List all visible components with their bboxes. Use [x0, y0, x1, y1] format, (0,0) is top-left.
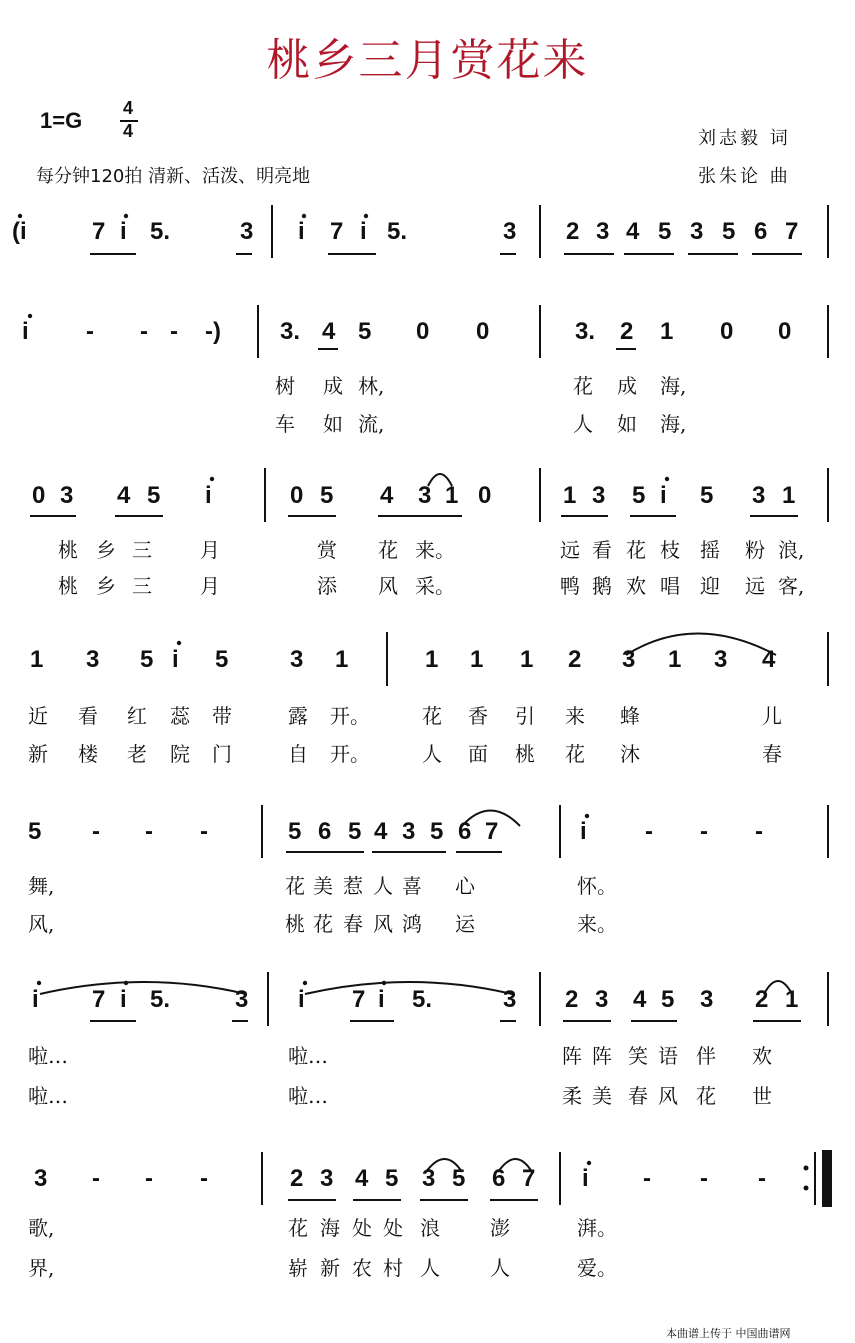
score-note: 5 [722, 218, 736, 245]
score-note: 0 [720, 318, 734, 345]
lyric-syllable: 树 [275, 374, 295, 398]
score-note: 3 [714, 646, 728, 673]
lyric-syllable: 楼 [78, 742, 98, 766]
composer: 张朱论 曲 [698, 166, 791, 187]
score-note: 3 [752, 482, 766, 509]
score-note: 7 [330, 218, 344, 245]
footer-credit: 本曲谱上传于 中国曲谱网 [666, 1327, 791, 1340]
score-note: 1 [30, 646, 44, 673]
lyric-syllable: 花 [565, 742, 585, 766]
lyric-syllable: 惹 [343, 874, 363, 898]
score-note: 3 [690, 218, 704, 245]
lyric-syllable: 迎 [700, 574, 720, 598]
lyric-syllable: 自 [288, 742, 308, 766]
lyric-syllable: 老 [127, 742, 147, 766]
score-note: 5 [452, 1165, 466, 1192]
score-note: 3 [34, 1165, 48, 1192]
lyric-syllable: 海, [660, 374, 687, 398]
slurs [40, 474, 792, 1172]
score-note: i [298, 218, 305, 245]
lyric-syllable: 乡 [96, 538, 116, 562]
lyric-syllable: 客, [778, 574, 805, 598]
lyric-syllable: 月 [200, 538, 220, 562]
lyric-syllable: 浪 [420, 1216, 440, 1240]
lyric-syllable: 如 [617, 412, 637, 436]
lyric-syllable: 开。 [330, 742, 370, 766]
lyric-syllable: 成 [617, 374, 637, 398]
score-note: - [140, 318, 148, 345]
lyric-syllable: 语 [658, 1044, 678, 1068]
score-note: 1 [335, 646, 349, 673]
final-barline [804, 1150, 833, 1207]
score-note: 3 [503, 218, 517, 245]
lyric-syllable: 鸿 [402, 912, 422, 936]
lyric-syllable: 心 [455, 874, 475, 898]
score-note: 5 [658, 218, 672, 245]
score-note: 5. [387, 218, 408, 245]
lyric-syllable: 月 [200, 574, 220, 598]
score-note: 2 [565, 986, 579, 1013]
lyric-syllable: 林, [358, 374, 385, 398]
lyric-syllable: 美 [313, 874, 333, 898]
lyric-syllable: 采。 [415, 574, 455, 598]
score-note: 5 [288, 818, 302, 845]
lyric-syllable: 粉 [745, 538, 765, 562]
score-note: 6 [754, 218, 768, 245]
score-note: 7 [92, 986, 106, 1013]
score-note: 1 [425, 646, 439, 673]
score-note: 4 [322, 318, 336, 345]
score-note: 2 [568, 646, 582, 673]
score-note: - [758, 1165, 766, 1192]
score-note: - [755, 818, 763, 845]
lyric-syllable: 怀。 [577, 874, 617, 898]
lyric-syllable: 歌, [28, 1216, 55, 1240]
lyric-syllable: 人 [420, 1256, 440, 1280]
score-note: i [120, 986, 127, 1013]
lyric-syllable: 桃 [58, 574, 78, 598]
score-note: 3 [402, 818, 416, 845]
lyric-syllable: 啦… [288, 1044, 328, 1068]
lyric-syllable: 世 [752, 1084, 772, 1108]
lyric-syllable: 界, [28, 1256, 55, 1280]
score-note: 7 [352, 986, 366, 1013]
score-note: 3. [280, 318, 301, 345]
lyric-syllable: 崭 [288, 1256, 308, 1280]
score-note: - [92, 1165, 100, 1192]
score-note: - [145, 818, 153, 845]
octave-dots [18, 214, 672, 1165]
beams [30, 254, 805, 1200]
score-note: -) [205, 318, 221, 345]
lyric-syllable: 鹅 [592, 574, 612, 598]
score-note: i [580, 818, 587, 845]
score-note: 0 [778, 318, 792, 345]
lyric-syllable: 农 [352, 1256, 372, 1280]
score-note: 5. [150, 218, 171, 245]
score-note: 3 [596, 218, 610, 245]
score-note: 0 [476, 318, 490, 345]
lyric-syllable: 舞, [28, 874, 55, 898]
score-note: 5 [320, 482, 334, 509]
lyric-syllable: 车 [275, 412, 295, 436]
score-note: 3 [235, 986, 249, 1013]
score-note: 5 [215, 646, 229, 673]
lyric-syllable: 柔 [562, 1084, 582, 1108]
score-note: 0 [290, 482, 304, 509]
score-note: - [643, 1165, 651, 1192]
lyric-syllable: 欢 [626, 574, 646, 598]
lyric-syllable: 面 [468, 742, 488, 766]
score-note: i [298, 986, 305, 1013]
time-signature-bottom: 4 [122, 121, 133, 141]
score-note: - [700, 1165, 708, 1192]
score-note: 7 [785, 218, 799, 245]
score-note: 1 [445, 482, 459, 509]
time-signature-top: 4 [122, 98, 133, 118]
score-note: 2 [620, 318, 634, 345]
score-note: i [32, 986, 39, 1013]
lyric-syllable: 花 [285, 874, 305, 898]
lyric-syllable: 院 [170, 742, 190, 766]
score-note: 5. [150, 986, 171, 1013]
lyric-syllable: 人 [373, 874, 393, 898]
score-note: 4 [762, 646, 776, 673]
lyric-syllable: 三 [132, 574, 152, 598]
score-note: 4 [380, 482, 394, 509]
lyric-syllable: 近 [28, 704, 48, 728]
lyric-syllable: 海, [660, 412, 687, 436]
lyric-syllable: 花 [288, 1216, 308, 1240]
lyric-syllable: 欢 [752, 1044, 772, 1068]
score-note: i [360, 218, 367, 245]
lyric-syllable: 开。 [330, 704, 370, 728]
lyric-syllable: 处 [383, 1216, 403, 1240]
lyric-syllable: 村 [383, 1256, 403, 1280]
lyric-syllable: 远 [745, 574, 765, 598]
lyric-syllable: 添 [317, 574, 337, 598]
lyric-syllable: 人 [422, 742, 442, 766]
song-title: 桃乡三月赏花来 [266, 35, 589, 86]
lyric-syllable: 美 [592, 1084, 612, 1108]
score-note: 3. [575, 318, 596, 345]
lyric-syllable: 赏 [317, 538, 337, 562]
lyric-syllable: 春 [762, 742, 782, 766]
lyric-syllable: 春 [343, 912, 363, 936]
score-note: 5 [385, 1165, 399, 1192]
lyric-syllable: 春 [628, 1084, 648, 1108]
score-note: 5 [358, 318, 372, 345]
lyric-syllable: 人 [573, 412, 593, 436]
score-note: - [645, 818, 653, 845]
score-note: - [92, 818, 100, 845]
score-note: 3 [86, 646, 100, 673]
lyric-syllable: 花 [378, 538, 398, 562]
score-note: - [700, 818, 708, 845]
score-note: 3 [60, 482, 74, 509]
lyric-syllable: 桃 [515, 742, 535, 766]
lyric-syllable: 露 [288, 704, 308, 728]
score-note: 2 [755, 986, 769, 1013]
lyric-syllable: 来。 [415, 538, 455, 562]
score-note: 1 [563, 482, 577, 509]
lyric-syllable: 蜂 [620, 704, 640, 728]
tempo-mood: 每分钟120拍 清新、活泼、明亮地 [36, 166, 311, 187]
lyric-syllable: 笑 [628, 1044, 648, 1068]
score-note: 5 [700, 482, 714, 509]
lyric-syllable: 枝 [660, 538, 680, 562]
score-note: i [22, 318, 29, 345]
score-note: 2 [290, 1165, 304, 1192]
lyric-syllable: 花 [573, 374, 593, 398]
score-note: - [200, 1165, 208, 1192]
score-note: 3 [503, 986, 517, 1013]
lyric-syllable: 唱 [660, 574, 680, 598]
score-note: 3 [700, 986, 714, 1013]
score-note: 7 [485, 818, 499, 845]
lyric-syllable: 来 [565, 704, 585, 728]
lyric-syllable: 红 [127, 704, 147, 728]
lyric-syllable: 如 [323, 412, 343, 436]
score-note: 6 [492, 1165, 506, 1192]
score-note: 3 [320, 1165, 334, 1192]
score-note: 5 [28, 818, 42, 845]
score-note: 5 [140, 646, 154, 673]
barlines [258, 205, 828, 1205]
lyric-syllable: 处 [352, 1216, 372, 1240]
lyric-syllable: 来。 [577, 912, 617, 936]
lyric-syllable: 成 [323, 374, 343, 398]
lyric-syllable: 门 [212, 742, 232, 766]
score-note: 3 [622, 646, 636, 673]
score-note: 4 [633, 986, 647, 1013]
score-note: 4 [626, 218, 640, 245]
lyric-syllable: 澎 [490, 1216, 510, 1240]
lyric-syllable: 乡 [96, 574, 116, 598]
lyric-syllable: 新 [320, 1256, 340, 1280]
score-note: 5 [348, 818, 362, 845]
lyric-syllable: 花 [422, 704, 442, 728]
score-note: i [120, 218, 127, 245]
lyric-syllable: 风 [373, 912, 393, 936]
score-note: 7 [92, 218, 106, 245]
lyricist: 刘志毅 词 [698, 128, 791, 149]
lyric-syllable: 阵 [562, 1044, 582, 1068]
lyric-syllable: 看 [78, 704, 98, 728]
lyric-syllable: 鸭 [560, 574, 580, 598]
score-note: 5 [430, 818, 444, 845]
score-note: 4 [355, 1165, 369, 1192]
lyric-syllable: 远 [560, 538, 580, 562]
score-note: i [378, 986, 385, 1013]
score-note: 7 [522, 1165, 536, 1192]
lyric-syllable: 摇 [700, 538, 720, 562]
lyric-syllable: 桃 [285, 912, 305, 936]
lyric-syllable: 花 [626, 538, 646, 562]
score-note: 3 [418, 482, 432, 509]
lyric-syllable: 香 [468, 704, 488, 728]
lyric-syllable: 三 [132, 538, 152, 562]
lyric-syllable: 运 [455, 912, 475, 936]
score-note: 1 [470, 646, 484, 673]
score-note: 5 [147, 482, 161, 509]
score-note: 4 [374, 818, 388, 845]
score-note: - [86, 318, 94, 345]
lyric-syllable: 伴 [696, 1044, 716, 1068]
score-note: 1 [785, 986, 799, 1013]
score-note: (i [12, 218, 27, 245]
score-note: 1 [668, 646, 682, 673]
lyric-syllable: 儿 [762, 704, 782, 728]
lyric-syllable: 风 [658, 1084, 678, 1108]
lyric-syllable: 桃 [58, 538, 78, 562]
lyric-syllable: 花 [696, 1084, 716, 1108]
score-note: 4 [117, 482, 131, 509]
score-note: 3 [422, 1165, 436, 1192]
lyric-syllable: 新 [28, 742, 48, 766]
lyric-syllable: 带 [212, 704, 232, 728]
score-note: - [200, 818, 208, 845]
lyric-syllable: 爱。 [577, 1256, 617, 1280]
score-note: 3 [290, 646, 304, 673]
lyric-syllable: 阵 [592, 1044, 612, 1068]
lyric-syllable: 啦… [28, 1044, 68, 1068]
lyric-syllable: 啦… [28, 1084, 68, 1108]
score-note: 3 [592, 482, 606, 509]
lyric-syllable: 蕊 [170, 704, 190, 728]
score-note: 0 [416, 318, 430, 345]
score-note: i [582, 1165, 589, 1192]
score-note: 3 [595, 986, 609, 1013]
lyric-syllable: 海 [320, 1216, 340, 1240]
lyric-syllable: 看 [592, 538, 612, 562]
lyric-syllable: 湃。 [577, 1216, 617, 1240]
lyric-syllable: 沐 [620, 742, 640, 766]
lyric-syllable: 浪, [778, 538, 805, 562]
score-note: - [170, 318, 178, 345]
lyric-syllable: 花 [313, 912, 333, 936]
score-note: 5 [632, 482, 646, 509]
lyric-syllable: 人 [490, 1256, 510, 1280]
score-note: 1 [520, 646, 534, 673]
score-note: - [145, 1165, 153, 1192]
score-note: 6 [318, 818, 332, 845]
score-note: i [172, 646, 179, 673]
lyric-syllable: 流, [358, 412, 385, 436]
key-signature: 1=G [40, 108, 83, 133]
score-note: 0 [32, 482, 46, 509]
lyric-syllable: 引 [515, 704, 535, 728]
score-note: 3 [240, 218, 254, 245]
score-note: 2 [566, 218, 580, 245]
score-note: 1 [782, 482, 796, 509]
score-note: i [660, 482, 667, 509]
score-note: 5 [661, 986, 675, 1013]
lyric-syllable: 风 [378, 574, 398, 598]
score-note: 1 [660, 318, 674, 345]
lyric-syllable: 风, [28, 912, 55, 936]
score-note: 5. [412, 986, 433, 1013]
score-note: i [205, 482, 212, 509]
score-note: 0 [478, 482, 492, 509]
lyric-syllable: 喜 [402, 874, 422, 898]
score-note: 6 [458, 818, 472, 845]
lyric-syllable: 啦… [288, 1084, 328, 1108]
